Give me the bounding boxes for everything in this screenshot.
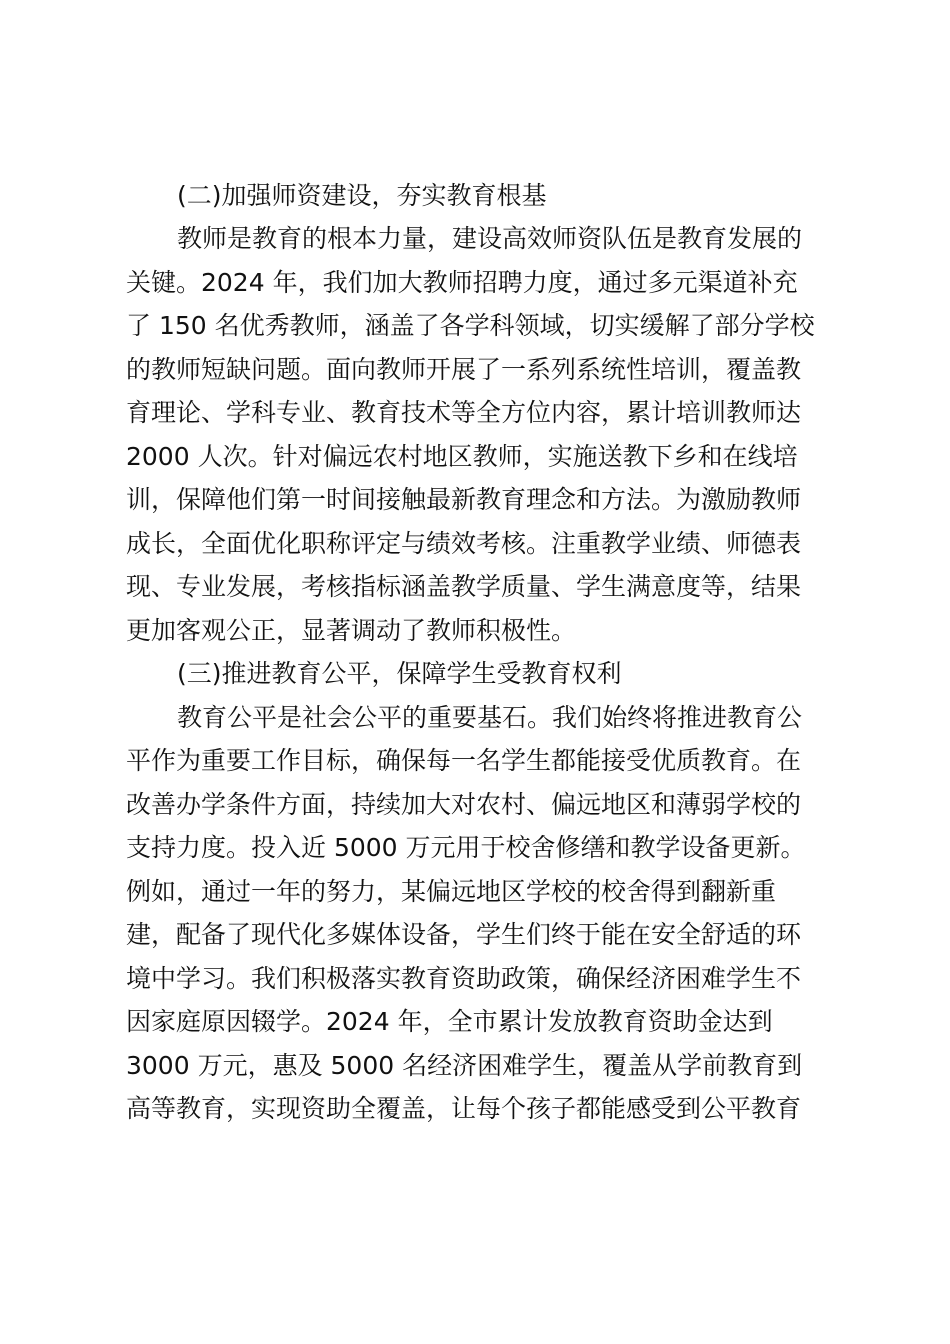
paragraph-line: 境中学习。我们积极落实教育资助政策，确保经济困难学生不 — [126, 964, 802, 993]
paragraph-line: 教育公平是社会公平的重要基石。我们始终将推进教育公 — [177, 703, 803, 732]
section-heading-3: (三)推进教育公平，保障学生受教育权利 — [177, 659, 622, 688]
paragraph-line: 因家庭原因辍学。2024 年，全市累计发放教育资助金达到 — [126, 1007, 773, 1036]
paragraph-line: 支持力度。投入近 5000 万元用于校舍修缮和教学设备更新。 — [126, 833, 806, 862]
paragraph-line: 成长，全面优化职称评定与绩效考核。注重教学业绩、师德表 — [126, 529, 802, 558]
section-heading-2: (二)加强师资建设，夯实教育根基 — [177, 181, 547, 210]
paragraph-line: 3000 万元，惠及 5000 名经济困难学生，覆盖从学前教育到 — [126, 1051, 803, 1080]
paragraph-line: 平作为重要工作目标，确保每一名学生都能接受优质教育。在 — [126, 746, 802, 775]
paragraph-line: 改善办学条件方面，持续加大对农村、偏远地区和薄弱学校的 — [126, 790, 802, 819]
paragraph-line: 的教师短缺问题。面向教师开展了一系列系统性培训，覆盖教 — [126, 355, 802, 384]
paragraph-line: 教师是教育的根本力量，建设高效师资队伍是教育发展的 — [177, 224, 803, 253]
paragraph-line: 更加客观公正，显著调动了教师积极性。 — [126, 616, 577, 645]
paragraph-line: 高等教育，实现资助全覆盖，让每个孩子都能感受到公平教育 — [126, 1094, 802, 1123]
paragraph-line: 育理论、学科专业、教育技术等全方位内容，累计培训教师达 — [126, 398, 802, 427]
paragraph-line: 训，保障他们第一时间接触最新教育理念和方法。为激励教师 — [126, 485, 802, 514]
paragraph-line: 建，配备了现代化多媒体设备，学生们终于能在安全舒适的环 — [126, 920, 802, 949]
paragraph-line: 现、专业发展，考核指标涵盖教学质量、学生满意度等，结果 — [126, 572, 802, 601]
paragraph-line: 例如，通过一年的努力，某偏远地区学校的校舍得到翻新重 — [126, 877, 777, 906]
paragraph-line: 关键。2024 年，我们加大教师招聘力度，通过多元渠道补充 — [126, 268, 798, 297]
paragraph-line: 了 150 名优秀教师，涵盖了各学科领域，切实缓解了部分学校 — [126, 311, 815, 340]
paragraph-line: 2000 人次。针对偏远农村地区教师，实施送教下乡和在线培 — [126, 442, 798, 471]
